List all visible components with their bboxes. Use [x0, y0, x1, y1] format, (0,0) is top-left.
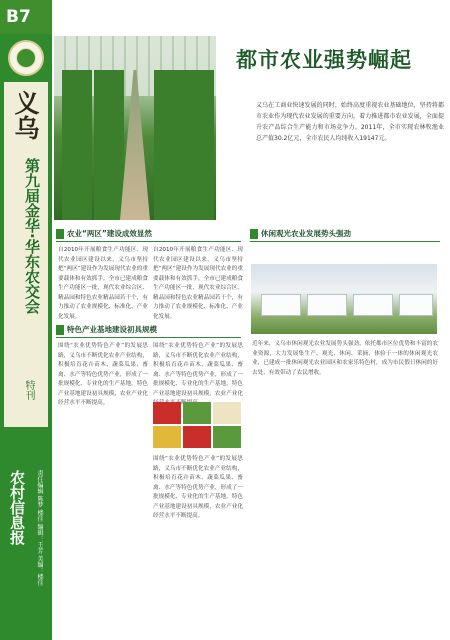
crop-row: [154, 70, 184, 220]
crop-row: [184, 70, 214, 220]
section-header: [56, 228, 241, 240]
greenhouse-landscape-photo: [251, 264, 437, 334]
intro-paragraph: 义乌在工商业快速发展的同时，始终高度重视农业基础地位，坚持将都市农业作为现代农业发展的重要方向，着力推进都市农业发展，全面提升农产品综合生产能力和市场竞争力。2011年，全市实现农林牧渔业总产值30.2亿元，全市农民人均纯收入19147元。: [256, 102, 444, 142]
section-header: [250, 228, 440, 240]
product-photo: [183, 426, 211, 448]
seal-inner-icon: [16, 48, 36, 68]
greenhouse-shape: [307, 294, 347, 316]
page-headline: 都市农业强势崛起: [236, 48, 412, 72]
greenhouse-shape: [353, 294, 393, 316]
section-rule: [56, 241, 241, 242]
article-text: 自2010年开展粮食生产功能区、现代农业园区建设以来，义乌市坚持把“两区”建设作为发展现代农业的重要载体和有效抓手，全市已建成粮食生产功能区一批，现代农业综合区、精品园和特色农业精品园若干个，有力推动了农业规模化、标准化、产业化发展。: [153, 247, 243, 320]
crop-row: [94, 70, 124, 220]
section-rule: [250, 241, 440, 242]
page-number: B7: [0, 0, 52, 34]
newspaper-brand: 农村信息报: [8, 470, 26, 545]
place-title: 义乌: [11, 90, 40, 140]
editors-credit: 责任编辑 陈梦 楼佳 编辑：王芳 美编：楼佳: [36, 470, 43, 586]
section-title: 休闲观光农业发展势头强劲: [261, 229, 351, 238]
greenhouse-shape: [399, 294, 433, 316]
section-rule: [56, 337, 241, 338]
product-photo: [153, 426, 181, 448]
product-photo: [153, 402, 181, 424]
section-marker: [56, 229, 64, 239]
section-title: 农业“两区”建设成效显然: [67, 229, 152, 238]
special-issue-label: 特刊: [23, 380, 34, 400]
section-title: 特色产业基地建设初具规模: [67, 325, 157, 334]
product-photo: [183, 402, 211, 424]
expo-seal-logo: [8, 40, 44, 76]
crop-row: [62, 70, 92, 220]
product-photo: [213, 402, 241, 424]
section-marker: [250, 229, 258, 239]
greenhouse-shape: [261, 294, 301, 316]
expo-title: 第九届金华·华东农交会: [23, 158, 41, 314]
section-marker: [56, 325, 64, 335]
article-text: 近年来，义乌市休闲观光农业发展势头强劲，依托都市区位优势和丰富的农业资源，大力发展集生产、观光、休闲、采摘、体验于一体的休闲观光农业，已建成一批休闲观光农业园区和农家乐特色村，成为市民假日休闲的好去处，有效带动了农民增收。: [252, 341, 438, 376]
product-photo: [213, 426, 241, 448]
section-header: [56, 324, 241, 336]
greenhouse-photo: [54, 36, 216, 220]
sidebar: [0, 0, 52, 640]
article-text: 自2010年开展粮食生产功能区、现代农业园区建设以来，义乌市坚持把“两区”建设作为发展现代农业的重要载体和有效抓手，全市已建成粮食生产功能区一批，现代农业综合区、精品园和特色农业精品园若干个，有力推动了农业规模化、标准化、产业化发展。: [58, 247, 148, 320]
article-text: 围绕“农业优势特色产业”的发展思路，义乌市不断优化农业产业结构，积极培育花卉苗木、蔬菜瓜果、畜禽、水产等特色优势产业，形成了一批规模化、专业化的生产基地，特色产业基地建设初具规模，农业产业化经营水平不断提高。: [153, 456, 243, 519]
article-text: 围绕“农业优势特色产业”的发展思路，义乌市不断优化农业产业结构，积极培育花卉苗木、蔬菜瓜果、畜禽、水产等特色优势产业，形成了一批规模化、专业化的生产基地，特色产业基地建设初具规模，农业产业化: [153, 343, 243, 397]
article-text: 围绕“农业优势特色产业”的发展思路，义乌市不断优化农业产业结构，积极培育花卉苗木、蔬菜瓜果、畜禽、水产等特色优势产业，形成了一批规模化、专业化的生产基地，特色产业基地建设初具规模，农业产业化经营水平不断提高。: [58, 343, 148, 406]
